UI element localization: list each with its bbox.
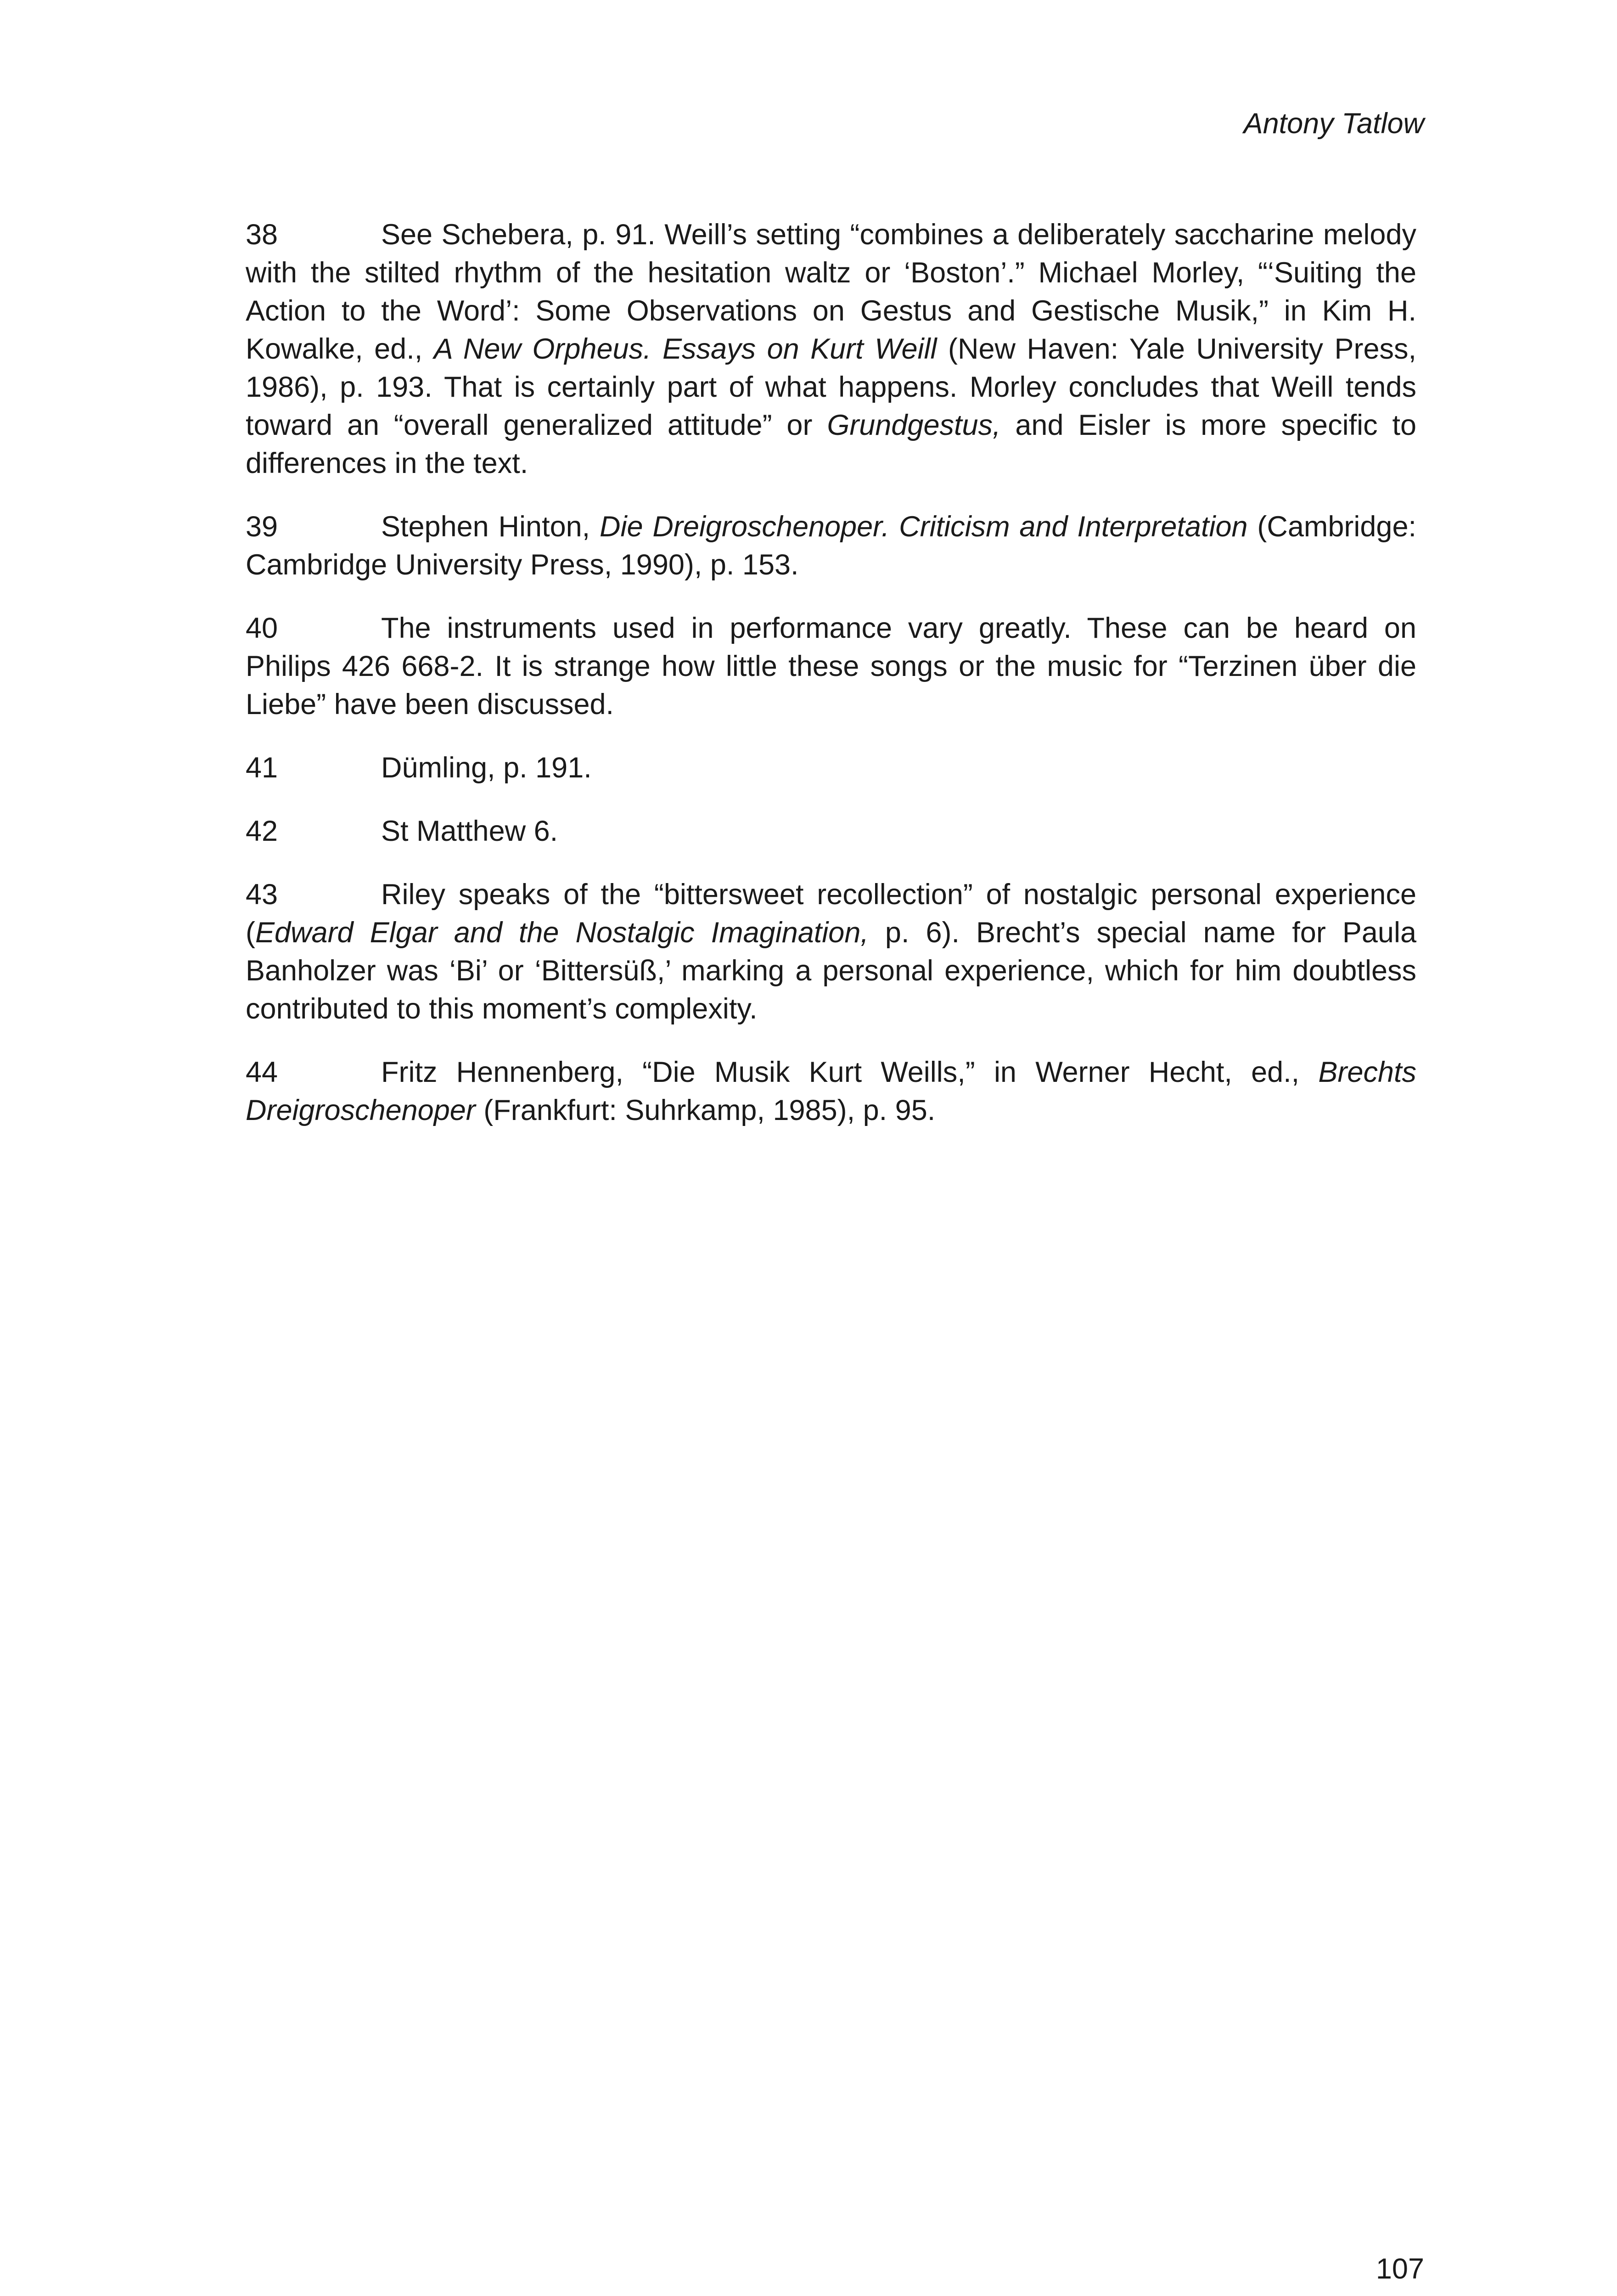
book-title: A New Orpheus. Essays on Kurt Weill [433,333,937,365]
note-number: 40 [246,612,278,644]
note-text: See Schebera, p. 91. Weill’s setting “combines a deliberately saccharine melody with the stilted rhythm of the hesitation waltz or ‘Boston’.” Michael Morley, “‘Suiting the Action to the Word’: Some Observations on Gestus and Gestische Musik,” in Kim H. Kowalke, ed., [246,219,1416,365]
endnote [246,216,1416,483]
book-title: Edward Elgar and the Nostalgic Imagination, [255,917,869,949]
endnote [246,1053,1416,1130]
endnote [246,609,1416,724]
note-text: Riley speaks of the “bittersweet recollection” of nostalgic personal experience ( [246,878,1416,949]
note-number: 42 [246,815,278,847]
note-number: 39 [246,511,278,543]
endnote [246,749,1416,787]
page-number: 107 [1376,2253,1424,2285]
note-number: 43 [246,878,278,911]
note-text: p. 6). Brecht’s special name for Paula Banholzer was ‘Bi’ or ‘Bittersüß,’ marking a personal experience, which for him doubtless contributed to this moment’s complexity. [246,917,1416,1025]
note-text: and Eisler is more specific to differences in the text. [246,409,1416,479]
note-text: Dümling, p. 191. [381,752,592,784]
note-text: The instruments used in performance vary greatly. These can be heard on Philips 426 668-2. It is strange how little these songs or the music for “Terzinen über die Liebe” have been discussed. [246,612,1416,720]
endnote [246,812,1416,850]
note-number: 44 [246,1056,278,1088]
note-text: Fritz Hennenberg, “Die Musik Kurt Weills,” in Werner Hecht, ed., [381,1056,1319,1088]
note-text: (Cambridge: Cambridge University Press, 1990), p. 153. [246,511,1416,581]
note-number: 38 [246,219,278,251]
note-text: (Frankfurt: Suhrkamp, 1985), p. 95. [475,1094,936,1126]
endnotes-list [246,216,1416,1155]
book-title: Die Dreigroschenoper. Criticism and Interpretation [599,511,1248,543]
endnote [246,508,1416,584]
note-number: 41 [246,752,278,784]
note-text: (New Haven: Yale University Press, 1986), p. 193. That is certainly part of what happens. Morley concludes that Weill tends toward an “overall generalized attitude” or [246,333,1417,441]
note-text: St Matthew 6. [381,815,558,847]
note-text: Stephen Hinton, [381,511,600,543]
book-title: Brechts Dreigroschenoper [246,1056,1416,1126]
running-head: Antony Tatlow [1243,107,1424,140]
endnote [246,876,1416,1028]
term-italic: Grundgestus, [827,409,1001,441]
